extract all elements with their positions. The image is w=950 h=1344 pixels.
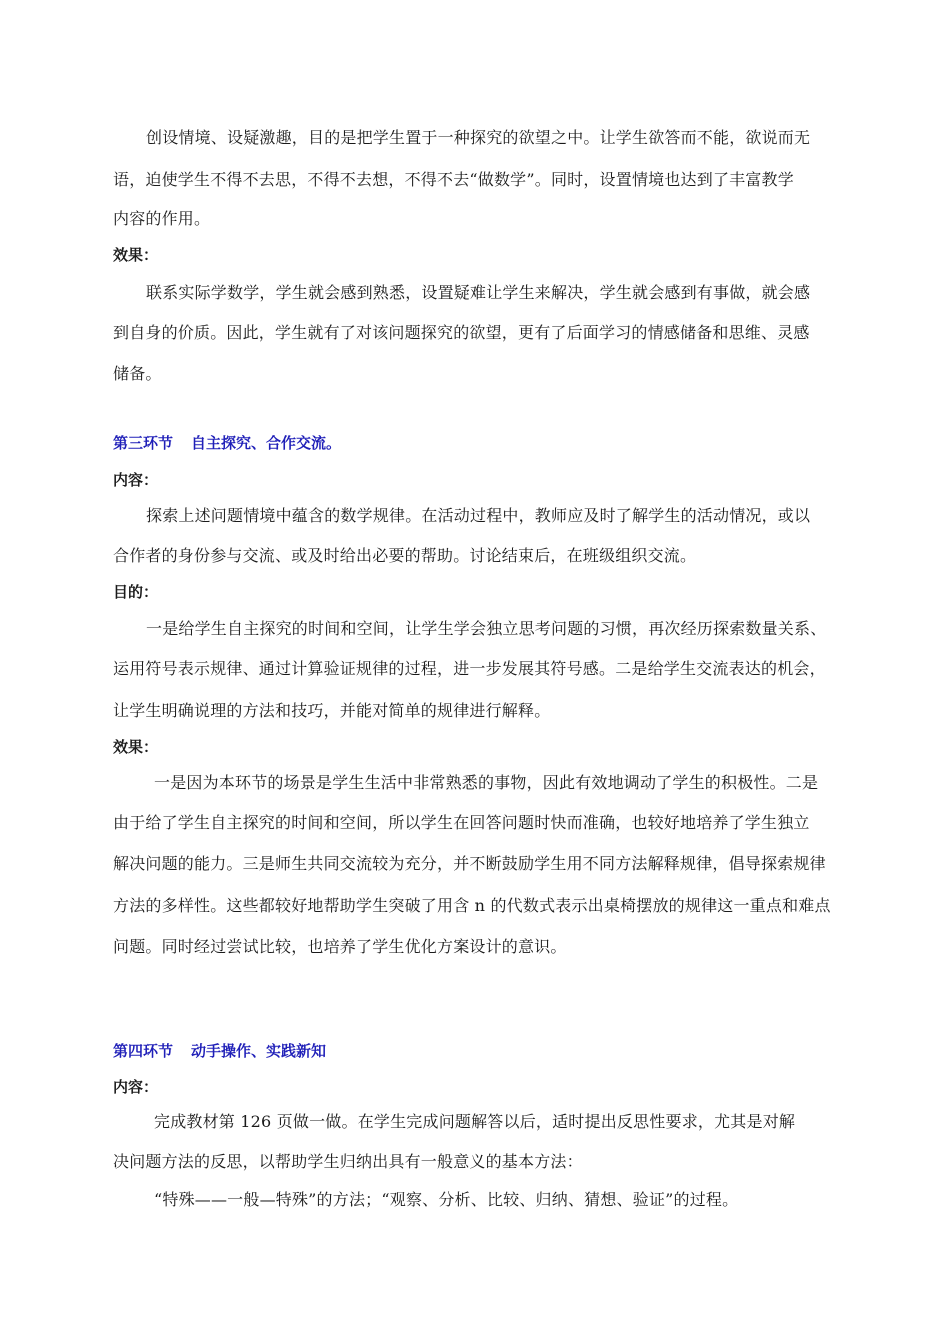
paragraph-line: 问题。同时经过尝试比较，也培养了学生优化方案设计的意识。	[113, 937, 567, 956]
heading-content: 内容：	[113, 471, 159, 489]
paragraph-line: 决问题方法的反思，以帮助学生归纳出具有一般意义的基本方法：	[113, 1152, 583, 1171]
section-number: 第三环节	[113, 434, 174, 452]
paragraph-line: 到自身的价质。因此，学生就有了对该问题探究的欲望，更有了后面学习的情感储备和思维、灵感	[113, 323, 810, 342]
heading-content: 内容：	[113, 1078, 159, 1096]
paragraph-line: 运用符号表示规律、通过计算验证规律的过程，进一步发展其符号感。二是给学生交流表达的机会，	[113, 659, 826, 678]
paragraph-line: “特殊——一般—特殊”的方法；“观察、分析、比较、归纳、猜想、验证”的过程。	[154, 1190, 739, 1209]
section-heading-3	[113, 433, 341, 453]
paragraph-line: 储备。	[113, 364, 162, 383]
paragraph-line: 由于给了学生自主探究的时间和空间，所以学生在回答问题时快而准确，也较好地培养了学生独立	[113, 813, 810, 832]
paragraph-line: 内容的作用。	[113, 209, 211, 228]
paragraph-line: 让学生明确说理的方法和技巧，并能对简单的规律进行解释。	[113, 701, 551, 720]
section-number: 第四环节	[113, 1042, 174, 1060]
section-heading-4	[113, 1041, 326, 1061]
heading-goal: 目的：	[113, 583, 159, 601]
paragraph-line: 语，迫使学生不得不去思，不得不去想，不得不去“做数学”。同时，设置情境也达到了丰富教学	[113, 170, 794, 189]
paragraph-line: 创设情境、设疑激趣，目的是把学生置于一种探究的欲望之中。让学生欲答而不能，欲说而无	[146, 128, 811, 147]
paragraph-line: 一是给学生自主探究的时间和空间，让学生学会独立思考问题的习惯，再次经历探索数量关系、	[146, 619, 827, 638]
paragraph-line: 方法的多样性。这些都较好地帮助学生突破了用含 n 的代数式表示出桌椅摆放的规律这一重点和难点	[113, 896, 831, 915]
paragraph-line: 完成教材第 126 页做一做。在学生完成问题解答以后，适时提出反思性要求，尤其是对解	[154, 1112, 796, 1131]
paragraph-line: 解决问题的能力。三是师生共同交流较为充分，并不断鼓励学生用不同方法解释规律，倡导探索规律	[113, 854, 826, 873]
paragraph-line: 联系实际学数学，学生就会感到熟悉，设置疑难让学生来解决，学生就会感到有事做，就会感	[146, 283, 811, 302]
paragraph-line: 一是因为本环节的场景是学生生活中非常熟悉的事物，因此有效地调动了学生的积极性。二是	[154, 773, 819, 792]
paragraph-line: 合作者的身份参与交流、或及时给出必要的帮助。讨论结束后，在班级组织交流。	[113, 546, 697, 565]
section-title: 动手操作、实践新知	[191, 1042, 327, 1060]
heading-effect: 效果：	[113, 738, 159, 756]
paragraph-line: 探索上述问题情境中蕴含的数学规律。在活动过程中，教师应及时了解学生的活动情况，或以	[146, 506, 811, 525]
heading-effect: 效果：	[113, 246, 159, 264]
section-title: 自主探究、合作交流。	[191, 434, 342, 452]
